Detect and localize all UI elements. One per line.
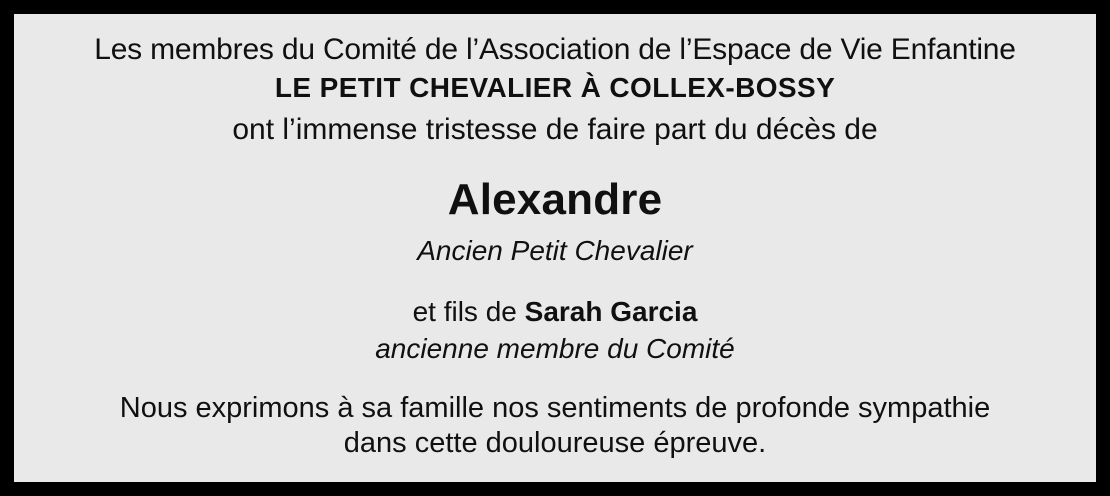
relation-name: Sarah Garcia xyxy=(524,295,698,327)
notice-content xyxy=(14,14,1096,482)
closing-line-2: dans cette douloureuse épreuve. xyxy=(343,427,767,460)
deceased-role: Ancien Petit Chevalier xyxy=(417,234,693,266)
relation-line xyxy=(38,295,1072,328)
intro-line-1: Les membres du Comité de l’Association de l’Espace de Vie Enfantine xyxy=(94,33,1016,66)
closing-message xyxy=(38,391,1072,462)
intro-line-2: ont l’immense tristesse de faire part du décès de xyxy=(232,113,878,147)
relation-prefix: et fils de xyxy=(412,295,525,327)
relation-role: ancienne membre du Comité xyxy=(375,332,735,364)
organization-name: LE PETIT CHEVALIER À COLLEX-BOSSY xyxy=(274,72,836,104)
closing-line-1: Nous exprimons à sa famille nos sentiments de profonde sympathie xyxy=(119,391,991,424)
deceased-name: Alexandre xyxy=(447,174,663,224)
